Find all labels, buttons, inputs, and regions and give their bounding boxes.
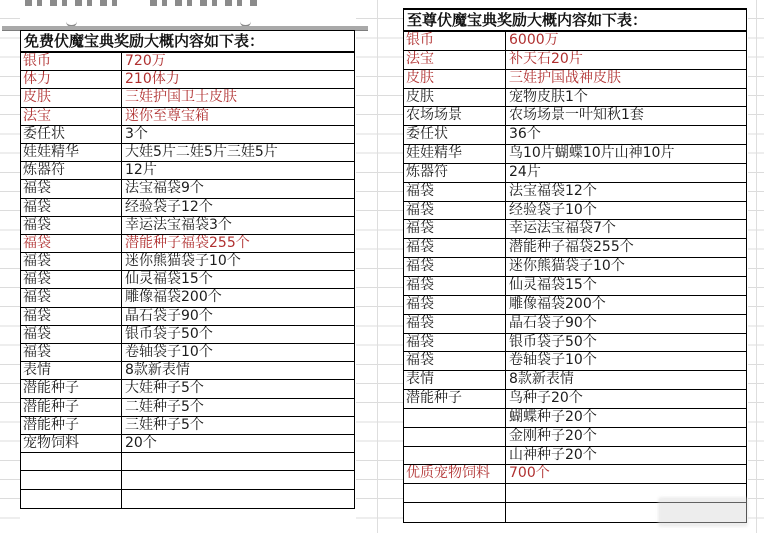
item-value-cell[interactable]: 大娃种子5个 (125, 380, 204, 397)
table-row (21, 180, 354, 198)
gridlines-center-gap (356, 0, 403, 533)
item-name-cell[interactable] (21, 490, 122, 508)
table-row (404, 409, 746, 428)
table-row (21, 490, 354, 508)
table-row (404, 126, 746, 145)
table-row (21, 344, 354, 362)
item-name-cell[interactable]: 福袋 (21, 271, 122, 288)
item-name-cell[interactable]: 表情 (404, 371, 506, 389)
table-row (404, 51, 746, 70)
item-name-cell[interactable]: 农场场景 (404, 107, 506, 125)
item-name-cell[interactable]: 福袋 (404, 296, 506, 314)
item-value-cell[interactable]: 12片 (125, 162, 157, 179)
table-row (404, 371, 746, 390)
table-row (21, 471, 354, 489)
item-name-cell[interactable]: 福袋 (404, 202, 506, 220)
item-name-cell[interactable]: 娃娃精华 (21, 144, 122, 161)
item-name-cell[interactable]: 福袋 (21, 180, 122, 197)
gridlines-left-margin (0, 0, 20, 533)
item-name-cell[interactable] (404, 409, 506, 427)
item-name-cell[interactable]: 福袋 (21, 308, 122, 325)
item-name-cell[interactable] (404, 428, 506, 446)
table-row (21, 235, 354, 253)
table-row (21, 362, 354, 380)
item-value-cell[interactable]: 雕像福袋200个 (125, 289, 222, 306)
item-value-cell[interactable]: 三娃护国战神皮肤 (509, 69, 621, 86)
item-name-cell[interactable] (21, 471, 122, 488)
item-value-cell[interactable]: 210体力 (125, 71, 180, 88)
item-name-cell[interactable]: 福袋 (404, 315, 506, 333)
item-name-cell[interactable]: 福袋 (21, 326, 122, 343)
item-name-cell[interactable]: 优质宠物饲料 (404, 465, 506, 483)
table-row (21, 435, 354, 453)
item-name-cell[interactable] (404, 503, 506, 522)
item-value-cell[interactable]: 经验袋子10个 (509, 201, 597, 218)
item-name-cell[interactable]: 福袋 (21, 217, 122, 234)
table-row (404, 107, 746, 126)
item-name-cell[interactable]: 炼器符 (21, 162, 122, 179)
table-row (21, 217, 354, 235)
item-name-cell[interactable]: 福袋 (21, 235, 122, 252)
item-name-cell[interactable]: 娃娃精华 (404, 145, 506, 163)
item-value-cell[interactable]: 补天石20片 (509, 50, 583, 67)
table-row (404, 70, 746, 89)
item-name-cell[interactable] (21, 453, 122, 470)
item-value-cell[interactable]: 银币袋子50个 (509, 333, 597, 350)
item-name-cell[interactable]: 委任状 (21, 126, 122, 143)
item-value-cell[interactable]: 幸运法宝福袋3个 (125, 216, 232, 233)
item-value-cell[interactable]: 迷你熊猫袋子10个 (509, 258, 625, 275)
item-value-cell[interactable]: 幸运法宝福袋7个 (509, 220, 616, 237)
free-rewards-table (20, 30, 355, 509)
table-row (21, 380, 354, 398)
item-name-cell[interactable]: 宠物饲料 (21, 435, 122, 452)
table-row (21, 453, 354, 471)
item-value-cell[interactable]: 晶石袋子90个 (125, 307, 213, 324)
table-row (404, 32, 746, 51)
item-value-cell[interactable]: 宠物皮肤1个 (509, 88, 588, 105)
item-name-cell[interactable]: 表情 (21, 362, 122, 379)
table-row (404, 202, 746, 221)
item-value-cell[interactable]: 金刚种子20个 (509, 427, 597, 444)
item-name-cell[interactable]: 法宝 (21, 108, 122, 125)
table-row (404, 465, 746, 484)
item-value-cell[interactable]: 3个 (125, 125, 148, 142)
table-row (21, 289, 354, 307)
item-name-cell[interactable]: 皮肤 (21, 89, 122, 106)
item-value-cell[interactable]: 6000万 (509, 32, 559, 48)
item-value-cell[interactable]: 迷你熊猫袋子10个 (125, 253, 241, 270)
item-value-cell[interactable]: 8款新表情 (125, 362, 190, 379)
table-row (404, 145, 746, 164)
item-name-cell[interactable]: 福袋 (404, 334, 506, 352)
item-value-cell[interactable]: 迷你至尊宝箱 (125, 107, 209, 124)
table-row (21, 326, 354, 344)
item-value-cell[interactable]: 三娃种子5个 (125, 416, 204, 433)
table-row (21, 308, 354, 326)
item-name-cell[interactable]: 福袋 (21, 344, 122, 361)
item-value-cell[interactable]: 银币袋子50个 (125, 325, 213, 342)
table-row (404, 89, 746, 108)
item-value-cell[interactable]: 仙灵福袋15个 (125, 271, 213, 288)
item-value-cell[interactable]: 法宝福袋9个 (125, 180, 204, 197)
item-value-cell[interactable]: 卷轴袋子10个 (509, 352, 597, 369)
item-value-cell[interactable]: 潜能种子福袋255个 (509, 239, 634, 256)
item-name-cell[interactable]: 福袋 (21, 199, 122, 216)
table-row (404, 239, 746, 258)
item-name-cell[interactable] (404, 447, 506, 465)
item-value-cell[interactable]: 三娃护国卫士皮肤 (125, 89, 237, 106)
item-value-cell[interactable]: 雕像福袋200个 (509, 295, 606, 312)
item-name-cell[interactable]: 福袋 (404, 352, 506, 370)
table-row (21, 53, 354, 71)
item-name-cell[interactable]: 银币 (404, 32, 506, 50)
watermark (658, 497, 748, 527)
item-value-cell[interactable]: 法宝福袋12个 (509, 182, 597, 199)
item-value-cell[interactable]: 720万 (125, 53, 166, 69)
table-row (21, 71, 354, 89)
item-name-cell[interactable]: 福袋 (21, 253, 122, 270)
item-value-cell[interactable]: 20个 (125, 434, 157, 451)
supreme-rewards-title[interactable]: 至尊伏魔宝典奖励大概内容如下表： (404, 10, 746, 32)
table-row (21, 108, 354, 126)
item-name-cell[interactable]: 委任状 (404, 126, 506, 144)
item-value-cell[interactable]: 仙灵福袋15个 (509, 276, 597, 293)
table-row (404, 447, 746, 466)
table-row (404, 315, 746, 334)
table-row (404, 183, 746, 202)
item-name-cell[interactable]: 银币 (21, 53, 122, 70)
item-value-cell[interactable]: 农场场景一叶知秋1套 (509, 107, 644, 124)
item-value-cell[interactable]: 鸟种子20个 (509, 390, 583, 407)
item-value-cell[interactable]: 卷轴袋子10个 (125, 344, 213, 360)
item-name-cell[interactable]: 福袋 (404, 183, 506, 201)
item-value-cell[interactable]: 晶石袋子90个 (509, 314, 597, 331)
table-row (21, 253, 354, 271)
item-name-cell[interactable]: 福袋 (404, 220, 506, 238)
item-name-cell[interactable]: 体力 (21, 71, 122, 88)
table-row (21, 89, 354, 107)
item-value-cell[interactable]: 山神种子20个 (509, 446, 597, 463)
item-name-cell[interactable]: 法宝 (404, 51, 506, 69)
item-value-cell[interactable] (122, 453, 354, 470)
table-row (404, 334, 746, 353)
table-row (404, 258, 746, 277)
table-row (404, 296, 746, 315)
table-row (21, 144, 354, 162)
item-name-cell[interactable]: 炼器符 (404, 164, 506, 182)
item-value-cell[interactable]: 蝴蝶种子20个 (509, 408, 597, 425)
free-rewards-title[interactable]: 免费伏魔宝典奖励大概内容如下表： (21, 31, 354, 53)
item-name-cell[interactable]: 福袋 (404, 239, 506, 257)
item-value-cell[interactable]: 潜能种子福袋255个 (125, 234, 250, 251)
item-value-cell[interactable]: 8款新表情 (509, 371, 574, 388)
item-name-cell[interactable] (404, 484, 506, 502)
item-value-cell[interactable] (122, 490, 354, 508)
table-row (21, 399, 354, 417)
gridline-vertical-gap (377, 0, 378, 533)
cropped-text-fragment (25, 0, 117, 6)
supreme-rewards-table (403, 8, 747, 523)
item-value-cell[interactable] (122, 471, 354, 488)
item-name-cell[interactable]: 潜能种子 (404, 390, 506, 408)
table-row (21, 417, 354, 435)
table-row (404, 352, 746, 371)
table-row (21, 126, 354, 144)
table-row (404, 428, 746, 447)
gridline-vertical-right (756, 0, 757, 533)
table-row (21, 162, 354, 180)
table-row (404, 390, 746, 409)
table-row (21, 271, 354, 289)
item-name-cell[interactable]: 皮肤 (404, 89, 506, 107)
item-value-cell[interactable]: 700个 (509, 465, 550, 482)
item-name-cell[interactable]: 皮肤 (404, 70, 506, 88)
item-name-cell[interactable]: 福袋 (21, 289, 122, 306)
item-value-cell[interactable]: 36个 (509, 126, 541, 143)
cropped-text-fragment (150, 0, 258, 6)
item-name-cell[interactable]: 潜能种子 (21, 380, 122, 397)
item-value-cell[interactable]: 二娃种子5个 (125, 398, 204, 415)
item-value-cell[interactable]: 大娃5片二娃5片三娃5片 (125, 143, 278, 160)
table-row (21, 199, 354, 217)
supreme-rewards-rows (404, 32, 746, 522)
item-name-cell[interactable]: 福袋 (404, 277, 506, 295)
item-name-cell[interactable]: 福袋 (404, 258, 506, 276)
table-row (404, 164, 746, 183)
item-name-cell[interactable]: 潜能种子 (21, 399, 122, 416)
item-value-cell[interactable]: 鸟10片蝴蝶10片山神10片 (509, 145, 675, 162)
item-value-cell[interactable]: 经验袋子12个 (125, 198, 213, 215)
free-rewards-rows (21, 53, 354, 508)
table-row (404, 277, 746, 296)
item-name-cell[interactable]: 潜能种子 (21, 417, 122, 434)
table-row (404, 220, 746, 239)
item-value-cell[interactable]: 24片 (509, 163, 541, 180)
